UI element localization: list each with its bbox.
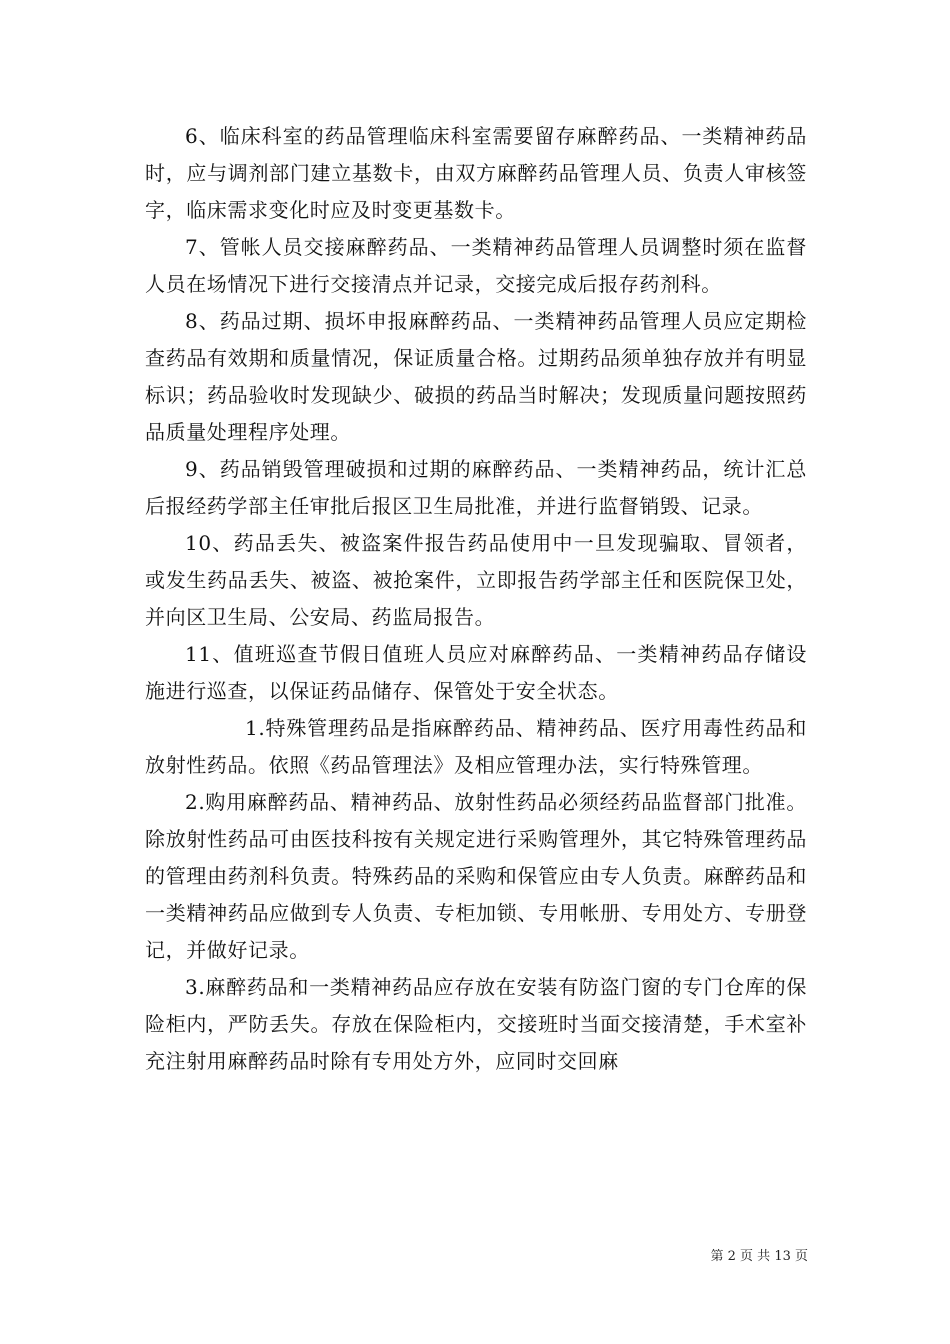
paragraph-11-duty-patrol: 11、值班巡查节假日值班人员应对麻醉药品、一类精神药品存储设施进行巡查，以保证药品储存、保管处于安全状态。 [145, 642, 807, 703]
paragraph-1-special-drugs: 1.特殊管理药品是指麻醉药品、精神药品、医疗用毒性药品和放射性药品。依照《药品管理法》及相应管理办法，实行特殊管理。 [145, 716, 807, 777]
page-number: 第 2 页 共 13 页 [710, 1249, 808, 1264]
paragraph-6-clinical-dept: 6、临床科室的药品管理临床科室需要留存麻醉药品、一类精神药品时，应与调剂部门建立基数卡，由双方麻醉药品管理人员、负责人审核签字，临床需求变化时应及时变更基数卡。 [145, 124, 807, 222]
paragraph-9-destruction: 9、药品销毁管理破损和过期的麻醉药品、一类精神药品，统计汇总后报经药学部主任审批后报区卫生局批准，并进行监督销毁、记录。 [145, 457, 807, 518]
paragraph-2-procurement: 2.购用麻醉药品、精神药品、放射性药品必须经药品监督部门批准。除放射性药品可由医技科按有关规定进行采购管理外，其它特殊管理药品的管理由药剂科负责。特殊药品的采购和保管应由专人负责。麻醉药品和一类精神药品应做到专人负责、专柜加锁、专用帐册、专用处方、专册登记，并做好记录。 [145, 790, 807, 962]
paragraph-8-expired-damaged: 8、药品过期、损坏申报麻醉药品、一类精神药品管理人员应定期检查药品有效期和质量情况，保证质量合格。过期药品须单独存放并有明显标识；药品验收时发现缺少、破损的药品当时解决；发现质量问题按照药品质量处理程序处理。 [145, 309, 807, 444]
paragraph-10-loss-theft: 10、药品丢失、被盗案件报告药品使用中一旦发现骗取、冒领者，或发生药品丢失、被盗、被抢案件，立即报告药学部主任和医院保卫处，并向区卫生局、公安局、药监局报告。 [145, 531, 807, 629]
document-body [145, 118, 807, 1080]
paragraph-3-storage: 3.麻醉药品和一类精神药品应存放在安装有防盗门窗的专门仓库的保险柜内，严防丢失。存放在保险柜内，交接班时当面交接清楚，手术室补充注射用麻醉药品时除有专用处方外，应同时交回麻 [145, 975, 807, 1073]
paragraph-7-handover: 7、管帐人员交接麻醉药品、一类精神药品管理人员调整时须在监督人员在场情况下进行交接清点并记录，交接完成后报存药剂科。 [145, 235, 807, 296]
